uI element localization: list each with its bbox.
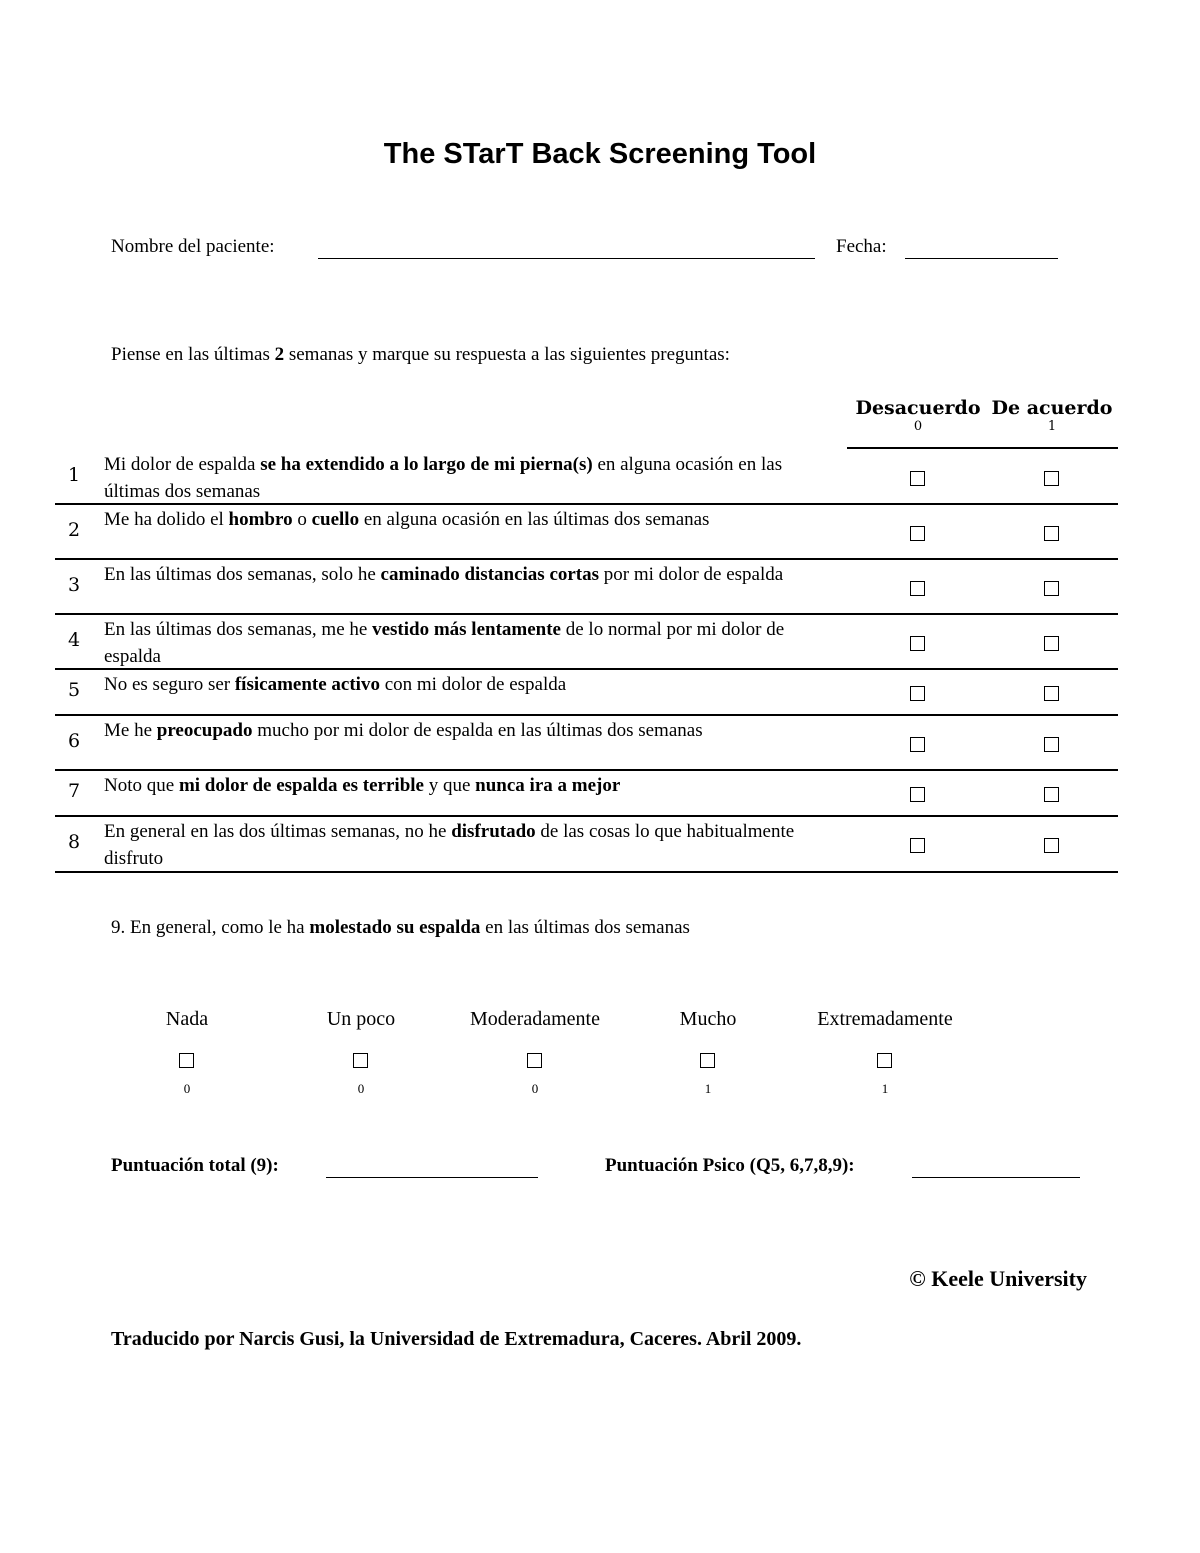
question-text: Noto que mi dolor de espalda es terrible y que nunca ira a mejor	[104, 775, 621, 796]
scale-value: 1	[704, 1081, 712, 1096]
scale-value: 0	[357, 1081, 365, 1096]
scale-value: 0	[531, 1081, 539, 1096]
disagree-checkbox[interactable]	[910, 471, 925, 486]
agree-checkbox[interactable]	[1044, 686, 1059, 701]
copyright: © Keele University	[909, 1266, 1087, 1291]
header-agree: De acuerdo 1	[991, 397, 1113, 434]
agree-checkbox[interactable]	[1044, 581, 1059, 596]
scale-checkbox[interactable]	[700, 1053, 715, 1068]
question-number: 8	[68, 831, 81, 853]
disagree-checkbox[interactable]	[910, 737, 925, 752]
question-number: 3	[68, 573, 81, 596]
question-number: 7	[68, 780, 81, 802]
agree-checkbox[interactable]	[1044, 636, 1059, 651]
row-divider	[55, 558, 1118, 560]
date-label: Fecha:	[836, 236, 887, 257]
question-text: Me ha dolido el hombro o cuello en alguna ocasión en las últimas dos semanas	[104, 509, 710, 530]
row-divider	[55, 871, 1118, 873]
question-text: En las últimas dos semanas, solo he caminado distancias cortas por mi dolor de espalda	[104, 564, 784, 585]
question-number: 2	[68, 518, 81, 541]
scale-label: Extremadamente	[817, 1008, 953, 1030]
header-disagree: Desacuerdo 0	[855, 397, 981, 434]
agree-checkbox[interactable]	[1044, 471, 1059, 486]
scale-checkbox[interactable]	[353, 1053, 368, 1068]
scale-label: Nada	[165, 1008, 209, 1030]
instruction-text: Piense en las últimas 2 semanas y marque su respuesta a las siguientes preguntas:	[111, 344, 730, 365]
row-divider	[55, 815, 1118, 817]
scale-label: Mucho	[679, 1008, 737, 1030]
question-number: 4	[68, 628, 81, 651]
patient-name-label: Nombre del paciente:	[111, 236, 275, 257]
total-score-field[interactable]	[326, 1177, 538, 1178]
question-number: 1	[68, 463, 81, 486]
patient-name-field[interactable]	[318, 258, 815, 259]
scale-label: Un poco	[326, 1008, 396, 1030]
scale-label: Moderadamente	[470, 1008, 600, 1030]
row-divider	[55, 613, 1118, 615]
scale-checkbox[interactable]	[877, 1053, 892, 1068]
total-score-label: Puntuación total (9):	[111, 1155, 279, 1176]
disagree-checkbox[interactable]	[910, 838, 925, 853]
question-text: En general en las dos últimas semanas, no he disfrutado de las cosas lo que habitualmente disfruto	[104, 821, 795, 869]
scale-checkbox[interactable]	[179, 1053, 194, 1068]
psico-score-label: Puntuación Psico (Q5, 6,7,8,9):	[605, 1155, 855, 1176]
question-text: Mi dolor de espalda se ha extendido a lo largo de mi pierna(s) en alguna ocasión en las últimas dos semanas	[104, 454, 783, 502]
psico-score-field[interactable]	[912, 1177, 1080, 1178]
row-divider	[55, 668, 1118, 670]
q9-text: 9. En general, como le ha molestado su espalda en las últimas dos semanas	[111, 917, 690, 938]
translation-credit: Traducido por Narcis Gusi, la Universidad de Extremadura, Caceres. Abril 2009.	[111, 1328, 802, 1350]
question-number: 5	[68, 679, 81, 701]
agree-checkbox[interactable]	[1044, 737, 1059, 752]
disagree-checkbox[interactable]	[910, 526, 925, 541]
row-divider	[55, 769, 1118, 771]
disagree-checkbox[interactable]	[910, 636, 925, 651]
agree-checkbox[interactable]	[1044, 787, 1059, 802]
scale-value: 0	[183, 1081, 191, 1096]
header-rule	[847, 447, 1118, 449]
agree-checkbox[interactable]	[1044, 526, 1059, 541]
page-title: The STarT Back Screening Tool	[383, 138, 817, 170]
disagree-checkbox[interactable]	[910, 686, 925, 701]
question-text: No es seguro ser físicamente activo con mi dolor de espalda	[104, 674, 567, 695]
scale-value: 1	[881, 1081, 889, 1096]
row-divider	[55, 503, 1118, 505]
date-field[interactable]	[905, 258, 1058, 259]
disagree-checkbox[interactable]	[910, 787, 925, 802]
question-number: 6	[68, 729, 81, 752]
question-text: En las últimas dos semanas, me he vestido más lentamente de lo normal por mi dolor de espalda	[104, 619, 785, 667]
row-divider	[55, 714, 1118, 716]
disagree-checkbox[interactable]	[910, 581, 925, 596]
agree-checkbox[interactable]	[1044, 838, 1059, 853]
question-text: Me he preocupado mucho por mi dolor de espalda en las últimas dos semanas	[104, 720, 703, 741]
scale-checkbox[interactable]	[527, 1053, 542, 1068]
